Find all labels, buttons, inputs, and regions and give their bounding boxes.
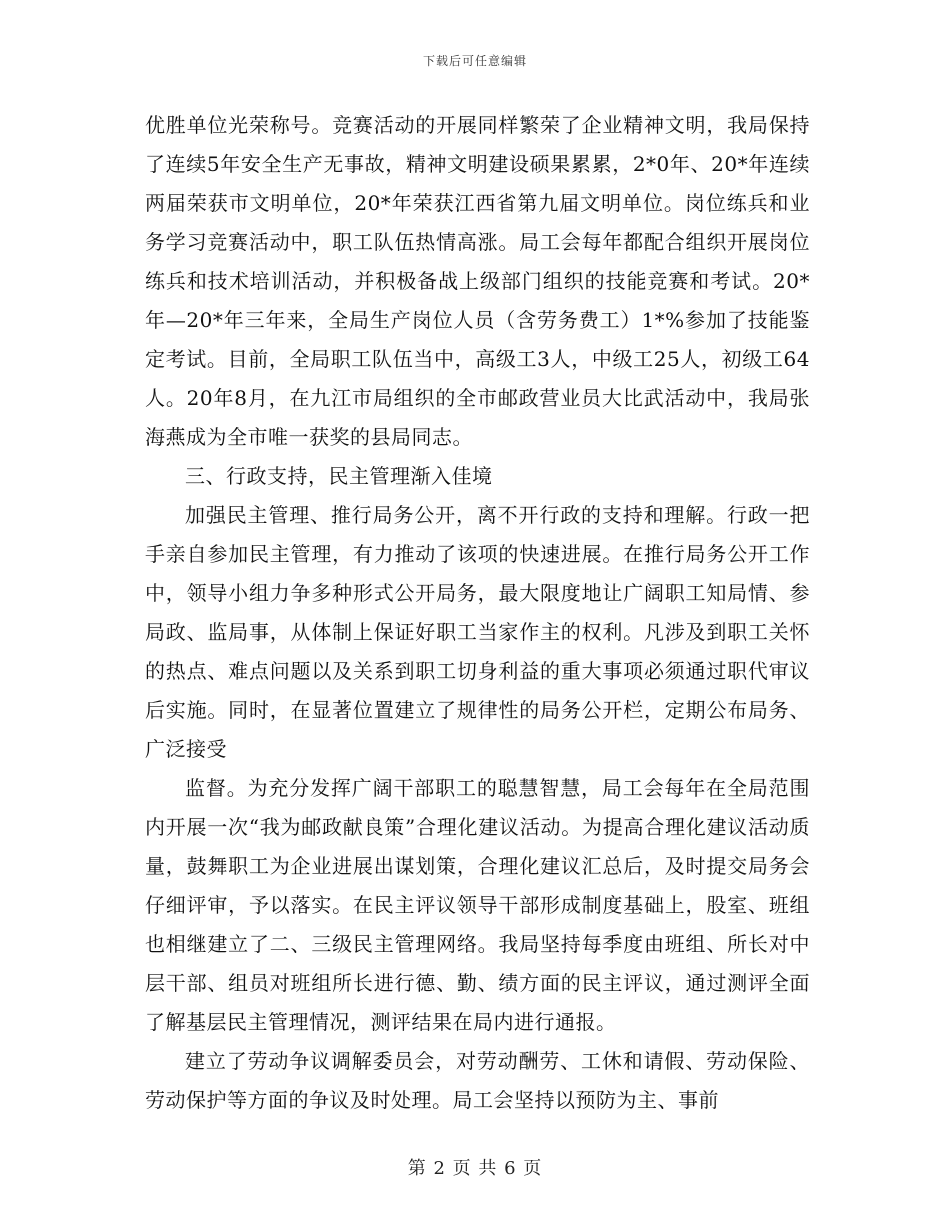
page-footer: 第 2 页 共 6 页 (407, 1158, 543, 1179)
paragraph-3: 监督。为充分发挥广阔干部职工的聪慧智慧，局工会每年在全局范围内开展一次“我为邮政献良策”合理化建议活动。为提高合理化建议活动质量，鼓舞职工为企业进展出谋划策，合理化建议汇总后，及时提交局务会仔细评审，予以落实。在民主评议领导干部形成制度基础上，股室、班组也相继建立了二、三级民主管理网络。我局坚持每季度由班组、所长对中层干部、组员对班组所长进行德、勤、绩方面的民主评议，通过测评全面了解基层民主管理情况，测评结果在局内进行通报。 (145, 776, 810, 1034)
paragraph-4: 建立了劳动争议调解委员会，对劳动酬劳、工休和请假、劳动保险、劳动保护等方面的争议及时处理。局工会坚持以预防为主、事前 (145, 1049, 810, 1112)
paragraph-2: 加强民主管理、推行局务公开，离不开行政的支持和理解。行政一把手亲自参加民主管理，有力推动了该项的快速进展。在推行局务公开工作中，领导小组力争多种形式公开局务，最大限度地让广阔职工知局情、参局政、监局事，从体制上保证好职工当家作主的权利。凡涉及到职工关怀的热点、难点问题以及关系到职工切身利益的重大事项必须通过职代审议后实施。同时，在显著位置建立了规律性的局务公开栏，定期公布局务、广泛接受 (145, 503, 810, 761)
paragraph-1: 优胜单位光荣称号。竞赛活动的开展同样繁荣了企业精神文明，我局保持了连续5年安全生产无事故，精神文明建设硕果累累，2*0年、20*年连续两届荣获市文明单位，20*年荣获江西省第九届文明单位。岗位练兵和业务学习竞赛活动中，职工队伍热情高涨。局工会每年都配合组织开展岗位练兵和技术培训活动，并积极备战上级部门组织的技能竞赛和考试。20*年—20*年三年来，全局生产岗位人员（含劳务费工）1*%参加了技能鉴定考试。目前，全局职工队伍当中，高级工3人，中级工25人，初级工64人。20年8月，在九江市局组织的全市邮政营业员大比武活动中，我局张海燕成为全市唯一获奖的县局同志。 (145, 113, 810, 449)
page-header: 下载后可任意编辑 (422, 54, 527, 68)
section-heading: 三、行政支持，民主管理渐入佳境 (185, 464, 493, 488)
document-body (145, 106, 810, 1120)
